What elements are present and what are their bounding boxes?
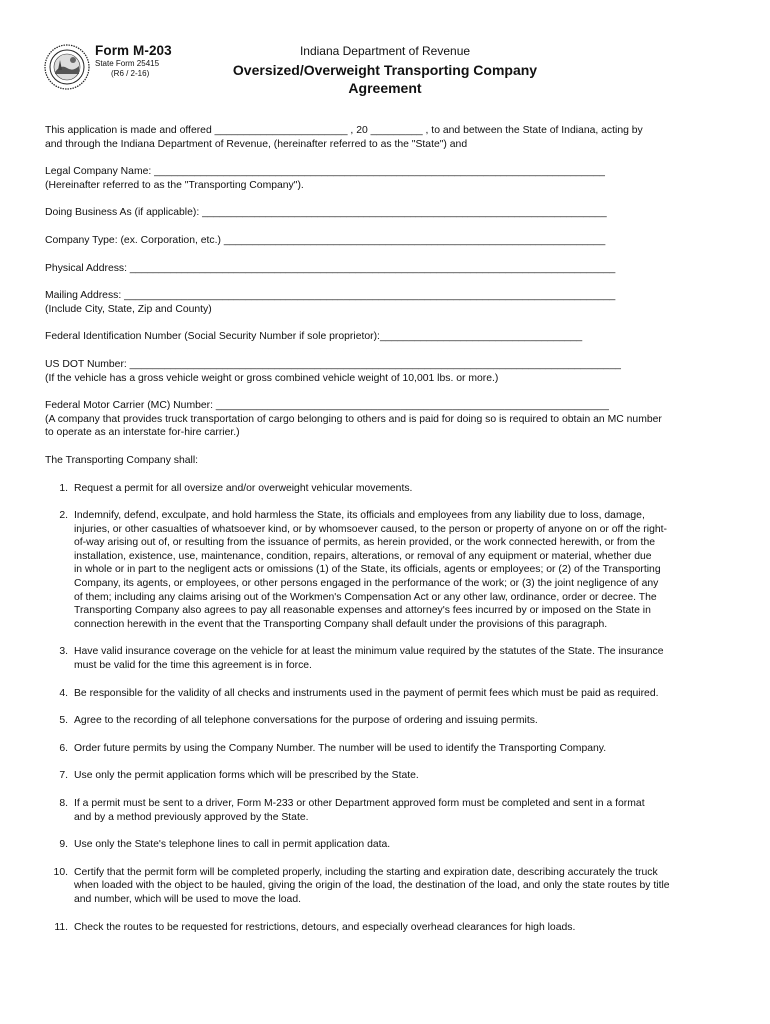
list-item-text — [68, 866, 725, 907]
list-item-line: of them; including any claims arising out of the Workmen's Compensation Act or any other law, ordinance, order or decree. The — [74, 591, 657, 603]
list-item-line: and by a method previously approved by the State. — [74, 811, 309, 823]
list-item-line: Agree to the recording of all telephone conversations for the purpose of ordering and issuing permits. — [74, 715, 538, 727]
list-item-number: 11. — [54, 921, 68, 933]
list-item-line: Use only the permit application forms which will be prescribed by the State. — [74, 770, 419, 782]
form-title-line2: Agreement — [348, 80, 422, 96]
list-item-line: Certify that the permit form will be completed properly, including the starting and expiration date, describing accurately the truck — [74, 866, 658, 878]
list-item — [45, 921, 725, 935]
physical-address-field[interactable]: Physical Address: ____________________________________________________________________________________ — [45, 262, 616, 274]
list-item-number: 5. — [59, 715, 68, 727]
list-item-line: when loaded with the object to be hauled, giving the origin of the load, the destination of the load, and only the state routes by title — [74, 880, 670, 892]
list-item-text — [68, 921, 725, 935]
legal-company-name-field[interactable]: Legal Company Name: ______________________________________________________________________________ — [45, 166, 605, 178]
list-item — [45, 687, 725, 701]
obligations-intro: The Transporting Company shall: — [45, 454, 199, 466]
mailing-address-note: (Include City, State, Zip and County) — [45, 303, 212, 315]
agency-name: Indiana Department of Revenue — [299, 44, 471, 58]
state-form-number: State Form 25415 — [95, 59, 160, 68]
list-item — [45, 482, 725, 496]
list-item-line: connection herewith in the event that the Transporting Company shall default under the provisions of this paragraph. — [74, 618, 608, 630]
list-item-number: 1. — [59, 482, 68, 494]
list-item — [45, 509, 725, 631]
dba-field[interactable]: Doing Business As (if applicable): ______________________________________________________________________ — [45, 207, 607, 219]
list-item-line: must be valid for the time this agreement is in force. — [74, 660, 312, 672]
form-identifier — [95, 43, 172, 79]
list-item — [45, 742, 725, 756]
list-item — [45, 866, 725, 907]
list-item-number: 8. — [59, 798, 68, 809]
mc-number-note-line-1: (A company that provides truck transportation of cargo belonging to others and is paid for doing so is required to obtain an MC number — [45, 413, 662, 425]
list-item-text — [68, 714, 725, 728]
list-item-line: Request a permit for all oversize and/or overweight vehicular movements. — [74, 482, 413, 494]
list-item-line: Check the routes to be requested for restrictions, detours, and especially overhead clearances for high loads. — [74, 921, 576, 933]
list-item-number: 2. — [59, 510, 68, 522]
list-item-number: 3. — [59, 646, 68, 658]
state-seal-icon — [44, 44, 90, 90]
list-item-text — [68, 687, 725, 701]
list-item — [45, 714, 725, 728]
list-item-line: Company, its agents, or employees, or other persons engaged in the performance of the work; or (3) the joint negligence of any — [74, 578, 659, 590]
list-item-number: 10. — [53, 866, 68, 878]
list-item-number: 6. — [59, 742, 68, 754]
list-item — [45, 769, 725, 783]
mailing-address-field[interactable]: Mailing Address: _____________________________________________________________________________________ — [45, 290, 616, 302]
list-item-line: Indemnify, defend, exculpate, and hold harmless the State, its officials and employees from any liability due to loss, damage, — [74, 510, 645, 522]
fein-field[interactable]: Federal Identification Number (Social Security Number if sole proprietor):___________________________________ — [45, 331, 583, 343]
list-item-text — [68, 509, 725, 631]
legal-company-name-note: (Hereinafter referred to as the "Transporting Company"). — [45, 179, 304, 191]
list-item — [45, 797, 725, 824]
form-number: Form M-203 — [95, 43, 172, 58]
company-type-field[interactable]: Company Type: (ex. Corporation, etc.) __________________________________________________________________ — [45, 234, 606, 246]
form-title-line1: Oversized/Overweight Transporting Company — [232, 62, 538, 78]
intro-line-2: and through the Indiana Department of Revenue, (hereinafter referred to as the "State") and — [45, 138, 468, 150]
list-item — [45, 645, 725, 672]
list-item-line: Be responsible for the validity of all checks and instruments used in the payment of permit fees which must be paid as required. — [74, 687, 659, 699]
list-item-text — [68, 838, 725, 852]
list-item-line: in whole or in part to the negligent acts or omissions (1) of the State, its officials, agents or employees; or (2) of the Transporting — [74, 564, 661, 576]
list-item-text — [68, 482, 725, 496]
form-body — [45, 124, 725, 948]
list-item-text — [68, 769, 725, 783]
list-item-line: Transporting Company also agrees to pay all reasonable expenses and attorney's fees incurred by or imposed on the State in — [74, 605, 651, 617]
list-item-line: If a permit must be sent to a driver, Form M-233 or other Department approved form must be completed and sent in a format — [74, 798, 645, 809]
intro-line-1: This application is made and offered _______________________ , 20 _________ , to and between the State of Indiana, acting by — [45, 125, 643, 136]
list-item-number: 7. — [59, 770, 68, 782]
list-item-line: installation, existence, use, maintenance, condition, repairs, alterations, or removal of any equipment or material, whether due — [74, 550, 652, 562]
usdot-field[interactable]: US DOT Number: _____________________________________________________________________________________ — [45, 358, 621, 370]
list-item-line: injuries, or other casualties of whatsoever kind, or by whomsoever caused, to the person or property of anyone on or off the right- — [74, 523, 667, 535]
list-item-line: of-way arising out of, or resulting from the issuance of permits, as herein provided, or the work connected herewith, or from the — [74, 537, 655, 549]
mc-number-field[interactable]: Federal Motor Carrier (MC) Number: ____________________________________________________________________ — [45, 400, 609, 412]
list-item — [45, 838, 725, 852]
obligations-list — [45, 482, 725, 935]
list-item-line: Use only the State's telephone lines to call in permit application data. — [74, 839, 391, 851]
usdot-note: (If the vehicle has a gross vehicle weight or gross combined vehicle weight of 10,001 lbs. or more.) — [45, 372, 499, 384]
list-item-line: Order future permits by using the Company Number. The number will be used to identify the Transporting Company. — [74, 742, 607, 754]
mc-number-note-line-2: to operate as an interstate for-hire carrier.) — [45, 427, 240, 439]
list-item-line: Have valid insurance coverage on the vehicle for at least the minimum value required by the statutes of the State. The insurance — [74, 646, 664, 658]
list-item-number: 4. — [59, 687, 68, 699]
list-item-text — [68, 645, 725, 672]
list-item-number: 9. — [59, 839, 68, 851]
list-item-text — [68, 742, 725, 756]
list-item-text — [68, 797, 725, 824]
revision-date: (R6 / 2-16) — [111, 69, 150, 78]
list-item-line: and number, which will be used to move the load. — [74, 893, 301, 905]
form-header — [190, 44, 580, 97]
